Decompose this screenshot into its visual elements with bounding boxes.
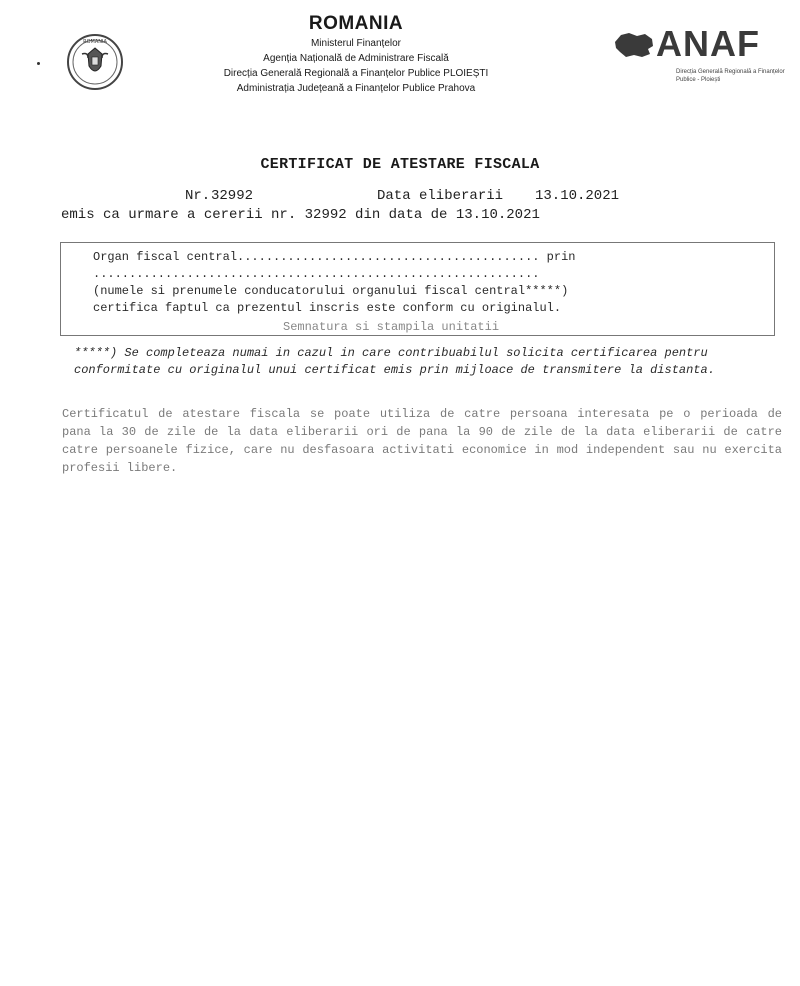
issue-date: 13.10.2021 — [535, 188, 620, 204]
anaf-wordmark: ANAF — [656, 23, 760, 64]
validity-paragraph: Certificatul de atestare fiscala se poate utiliza de catre persoana interesata pe o perioada de pana la 30 de zile de la data eliberarii ori de pana la 90 de zile de la data eliberarii de catre catre persoanele fizice, care nu desfasoara activitati economice in mod independent sau nu exercita profesii libere. — [62, 407, 782, 475]
svg-text:ROMANIA: ROMANIA — [83, 39, 107, 45]
name-dotted-line: .............................................................. — [93, 267, 540, 281]
conformity-statement: certifica faptul ca prezentul inscris este conform cu originalul. — [93, 301, 562, 315]
certificate-number-label: Nr. — [185, 188, 211, 204]
county-administration-line: Administrația Județeană a Finanțelor Publice Prahova — [236, 83, 476, 94]
romania-map-icon — [612, 30, 656, 60]
country-name: ROMANIA — [308, 13, 404, 34]
agency-line: Agenția Națională de Administrare Fiscală — [263, 53, 449, 64]
issue-date-label: Data eliberarii — [377, 188, 504, 204]
request-reference: emis ca urmare a cererii nr. 32992 din data de 13.10.2021 — [61, 207, 540, 223]
anaf-subtitle: Direcția Generală Regională a Finanțelor Publice - Ploiești — [676, 69, 785, 83]
coat-of-arms-seal-icon — [66, 32, 124, 92]
issuer-header — [150, 12, 562, 96]
head-name-caption: (numele si prenumele conducatorului organului fiscal central*****) — [93, 284, 569, 298]
document-title: CERTIFICAT DE ATESTARE FISCALA — [260, 156, 540, 173]
certification-box — [60, 242, 775, 336]
regional-directorate-line: Direcția Generală Regională a Finanțelor Publice PLOIEȘTI — [223, 68, 489, 79]
scan-speck — [37, 62, 40, 65]
signature-stamp-caption: Semnatura si stampila unitatii — [283, 320, 500, 334]
footnote: *****) Se completeaza numai in cazul in care contribuabilul solicita certificarea pentru conformitate cu originalul unui certificat emis prin mijloace de transmitere la distanta. — [74, 346, 715, 377]
certificate-number: 32992 — [211, 188, 254, 204]
anaf-logo — [612, 23, 792, 86]
ministry-line: Ministerul Finanțelor — [310, 38, 402, 49]
fiscal-organ-line: Organ fiscal central.......................................... prin — [93, 250, 576, 264]
